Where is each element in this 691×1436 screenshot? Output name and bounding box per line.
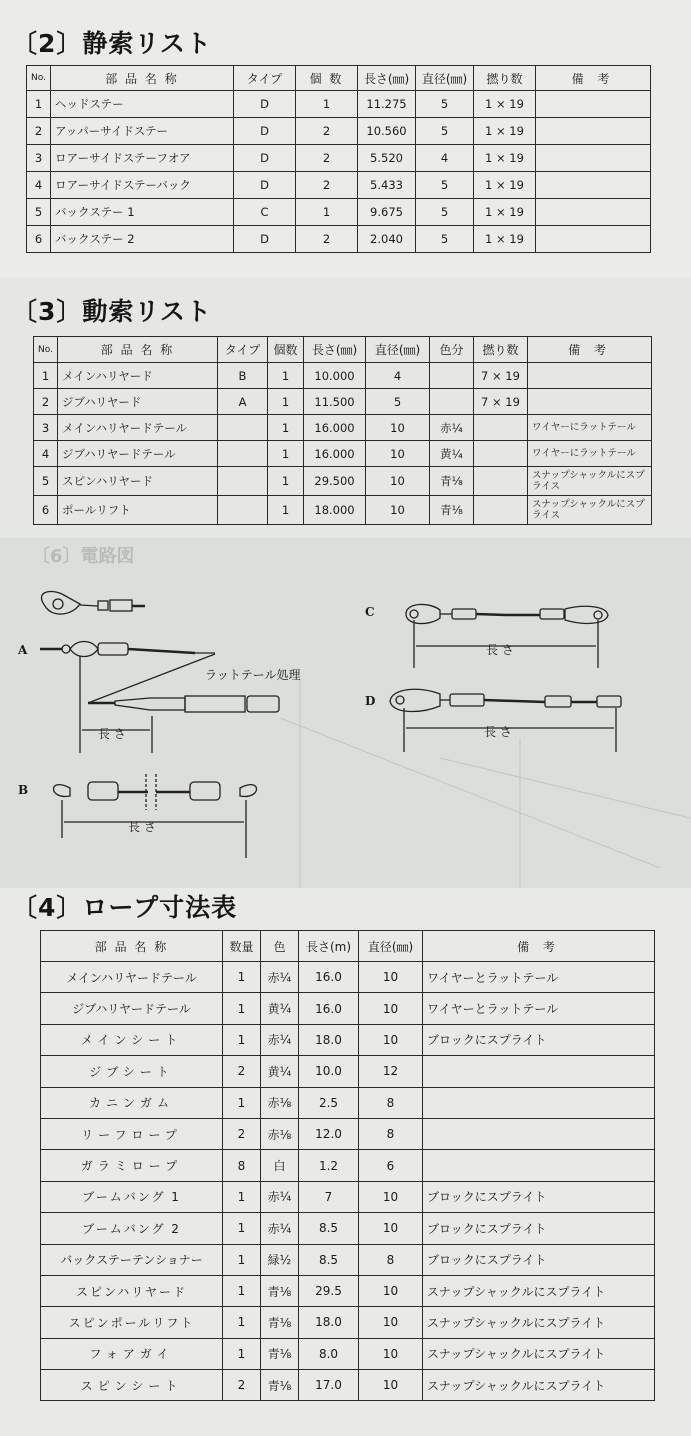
length-label-a: 長 さ: [98, 727, 126, 741]
length: 18.0: [299, 1024, 359, 1055]
length: 17.0: [299, 1370, 359, 1401]
part-name: リーフロープ: [41, 1118, 223, 1149]
color-code: 青⅛: [261, 1338, 299, 1369]
column-header: 備 考: [536, 66, 651, 91]
color-code: 赤¼: [261, 1024, 299, 1055]
table-row: [41, 1024, 655, 1055]
note: スナップシャックルにスプライト: [423, 1307, 655, 1338]
type: D: [234, 91, 296, 118]
color-code: 青⅛: [261, 1370, 299, 1401]
length: 10.000: [304, 363, 366, 389]
rope-dimension-table: [40, 930, 655, 1401]
part-name: スピンハリヤード: [41, 1275, 223, 1306]
quantity: 1: [223, 1213, 261, 1244]
row-number: 1: [27, 91, 51, 118]
diameter: 8: [359, 1087, 423, 1118]
column-header: 長さ(㎜): [304, 337, 366, 363]
length: 8.5: [299, 1213, 359, 1244]
diameter: 5: [416, 91, 474, 118]
length: 2.5: [299, 1087, 359, 1118]
length: 1.2: [299, 1150, 359, 1181]
lay: [474, 496, 528, 525]
type: [218, 496, 268, 525]
color-code: 黄¼: [261, 1056, 299, 1087]
diameter: 10: [366, 441, 430, 467]
length: 8.5: [299, 1244, 359, 1275]
length: 16.000: [304, 441, 366, 467]
rattail-label: ラットテール処理: [205, 668, 301, 682]
diameter: 10: [359, 1024, 423, 1055]
length: 18.000: [304, 496, 366, 525]
note: ブロックにスプライト: [423, 1244, 655, 1275]
label-d: D: [365, 694, 376, 708]
diameter: 10: [359, 1370, 423, 1401]
table-row: [41, 1150, 655, 1181]
table-row: [41, 1338, 655, 1369]
table-row: [27, 226, 651, 253]
note: ワイヤーにラットテール: [528, 415, 652, 441]
label-b: B: [18, 783, 29, 797]
length: 16.0: [299, 993, 359, 1024]
column-header: 直径(㎜): [366, 337, 430, 363]
color-code: 赤¼: [430, 415, 474, 441]
note: スナップシャックルにスプライト: [423, 1370, 655, 1401]
color-code: 黄¼: [430, 441, 474, 467]
part-name: バックステー 1: [51, 199, 234, 226]
note: ワイヤーとラットテール: [423, 962, 655, 993]
lay: 1 × 19: [474, 145, 536, 172]
column-header: No.: [27, 66, 51, 91]
lay: [474, 415, 528, 441]
table-row: [27, 199, 651, 226]
diameter: 5: [416, 199, 474, 226]
rope-dimension-title: 〔4〕ロープ寸法表: [12, 893, 238, 922]
color-code: 青⅛: [430, 496, 474, 525]
row-number: 1: [34, 363, 58, 389]
length: 16.0: [299, 962, 359, 993]
column-header: 直径(㎜): [416, 66, 474, 91]
diameter: 12: [359, 1056, 423, 1087]
column-header: タイプ: [218, 337, 268, 363]
type: D: [234, 118, 296, 145]
length: 18.0: [299, 1307, 359, 1338]
diameter: 5: [416, 226, 474, 253]
quantity: 2: [223, 1370, 261, 1401]
column-header: 色: [261, 931, 299, 962]
type-c-figure: [406, 604, 608, 668]
table-row: [41, 1275, 655, 1306]
quantity: 1: [223, 993, 261, 1024]
lay: 1 × 19: [474, 91, 536, 118]
type: [218, 441, 268, 467]
part-name: スピンハリヤード: [58, 467, 218, 496]
faded-heading: 〔6〕電路図: [32, 546, 135, 567]
note: [536, 172, 651, 199]
part-name: ブームバング 2: [41, 1213, 223, 1244]
static-rigging-title: 〔2〕静索リスト: [12, 29, 212, 58]
note: [423, 1087, 655, 1118]
diameter: 10: [359, 1181, 423, 1212]
table-row: [34, 415, 652, 441]
type: D: [234, 226, 296, 253]
table-row: [41, 1370, 655, 1401]
diameter: 10: [359, 993, 423, 1024]
row-number: 2: [27, 118, 51, 145]
column-header: 部 品 名 称: [58, 337, 218, 363]
part-name: ジブハリヤードテール: [41, 993, 223, 1024]
part-name: ロアーサイドステーバック: [51, 172, 234, 199]
table-row: [41, 1118, 655, 1149]
note: スナップシャックルにスプライス: [528, 467, 652, 496]
row-number: 3: [34, 415, 58, 441]
color-code: 青⅛: [261, 1275, 299, 1306]
type: D: [234, 172, 296, 199]
color-code: 緑½: [261, 1244, 299, 1275]
quantity: 1: [223, 1024, 261, 1055]
row-number: 6: [34, 496, 58, 525]
quantity: 1: [223, 1307, 261, 1338]
note: ワイヤーにラットテール: [528, 441, 652, 467]
diameter: 10: [359, 1213, 423, 1244]
lay: [474, 441, 528, 467]
column-header: 部 品 名 称: [51, 66, 234, 91]
part-name: メインシート: [41, 1024, 223, 1055]
quantity: 1: [268, 441, 304, 467]
quantity: 1: [268, 415, 304, 441]
type: D: [234, 145, 296, 172]
quantity: 2: [223, 1056, 261, 1087]
note: [423, 1118, 655, 1149]
quantity: 2: [223, 1118, 261, 1149]
diameter: 5: [366, 389, 430, 415]
quantity: 1: [296, 91, 358, 118]
length: 8.0: [299, 1338, 359, 1369]
label-c: C: [365, 605, 375, 619]
part-name: ジブハリヤードテール: [58, 441, 218, 467]
diameter: 6: [359, 1150, 423, 1181]
diameter: 4: [416, 145, 474, 172]
length: 11.500: [304, 389, 366, 415]
column-header: 備 考: [528, 337, 652, 363]
table-row: [34, 496, 652, 525]
table-row: [41, 1244, 655, 1275]
diameter: 10: [366, 496, 430, 525]
part-name: スピンシート: [41, 1370, 223, 1401]
type: [218, 415, 268, 441]
diameter: 10: [366, 467, 430, 496]
length: 12.0: [299, 1118, 359, 1149]
column-header: タイプ: [234, 66, 296, 91]
table-row: [34, 363, 652, 389]
label-a: A: [18, 643, 28, 657]
length: 5.433: [358, 172, 416, 199]
quantity: 1: [268, 389, 304, 415]
color-code: [430, 363, 474, 389]
diameter: 5: [416, 172, 474, 199]
color-code: 赤⅛: [261, 1087, 299, 1118]
length: 9.675: [358, 199, 416, 226]
table-row: [41, 962, 655, 993]
part-name: ジブハリヤード: [58, 389, 218, 415]
note: [423, 1056, 655, 1087]
table-row: [41, 1213, 655, 1244]
part-name: ブームバング 1: [41, 1181, 223, 1212]
row-number: 4: [27, 172, 51, 199]
quantity: 2: [296, 118, 358, 145]
note: ワイヤーとラットテール: [423, 993, 655, 1024]
column-header: 色分: [430, 337, 474, 363]
quantity: 1: [223, 1087, 261, 1118]
row-number: 5: [27, 199, 51, 226]
length: 5.520: [358, 145, 416, 172]
part-name: アッパーサイドステー: [51, 118, 234, 145]
color-code: 赤¼: [261, 1181, 299, 1212]
note: [423, 1150, 655, 1181]
diameter: 10: [359, 1338, 423, 1369]
part-name: ジブシート: [41, 1056, 223, 1087]
table-row: [34, 467, 652, 496]
length: 29.500: [304, 467, 366, 496]
type: C: [234, 199, 296, 226]
part-name: フォアガイ: [41, 1338, 223, 1369]
length: 16.000: [304, 415, 366, 441]
quantity: 1: [268, 363, 304, 389]
running-rigging-table: [33, 336, 652, 525]
type: A: [218, 389, 268, 415]
diameter: 10: [359, 1275, 423, 1306]
table-row: [41, 1307, 655, 1338]
row-number: 6: [27, 226, 51, 253]
length: 2.040: [358, 226, 416, 253]
table-row: [41, 1056, 655, 1087]
quantity: 1: [223, 1275, 261, 1306]
color-code: 黄¼: [261, 993, 299, 1024]
row-number: 4: [34, 441, 58, 467]
column-header: 長さ(m): [299, 931, 359, 962]
table-row: [41, 1087, 655, 1118]
table-row: [34, 441, 652, 467]
part-name: ガラミロープ: [41, 1150, 223, 1181]
part-name: ポールリフト: [58, 496, 218, 525]
static-rigging-table: [26, 65, 651, 253]
table-row: [27, 145, 651, 172]
wire-end-diagram: [0, 538, 691, 888]
column-header: 部 品 名 称: [41, 931, 223, 962]
length-label-c: 長 さ: [486, 643, 514, 657]
part-name: ヘッドステー: [51, 91, 234, 118]
part-name: バックステー 2: [51, 226, 234, 253]
color-code: 青⅛: [261, 1307, 299, 1338]
length-label-d: 長 さ: [484, 725, 512, 739]
shackle-fitting-figure: [41, 591, 145, 614]
note: スナップシャックルにスプライト: [423, 1338, 655, 1369]
color-code: [430, 389, 474, 415]
column-header: 直径(㎜): [359, 931, 423, 962]
lay: 1 × 19: [474, 118, 536, 145]
column-header: 数量: [223, 931, 261, 962]
table-header-row: [27, 66, 651, 91]
faint-background-lines: [280, 678, 690, 888]
quantity: 2: [296, 226, 358, 253]
column-header: 備 考: [423, 931, 655, 962]
note: スナップシャックルにスプライト: [423, 1275, 655, 1306]
note: [528, 363, 652, 389]
part-name: メインハリヤード: [58, 363, 218, 389]
table-header-row: [41, 931, 655, 962]
note: [528, 389, 652, 415]
row-number: 5: [34, 467, 58, 496]
column-header: 個数: [268, 337, 304, 363]
diameter: 10: [359, 1307, 423, 1338]
color-code: 青⅛: [430, 467, 474, 496]
lay: 1 × 19: [474, 226, 536, 253]
lay: 1 × 19: [474, 199, 536, 226]
column-header: 撚り数: [474, 337, 528, 363]
note: ブロックにスプライト: [423, 1181, 655, 1212]
length-label-b: 長 さ: [128, 820, 156, 834]
column-header: 長さ(㎜): [358, 66, 416, 91]
color-code: 赤¼: [261, 962, 299, 993]
diameter: 10: [366, 415, 430, 441]
quantity: 1: [223, 1338, 261, 1369]
quantity: 2: [296, 172, 358, 199]
quantity: 1: [296, 199, 358, 226]
length: 10.560: [358, 118, 416, 145]
note: [536, 145, 651, 172]
part-name: カニンガム: [41, 1087, 223, 1118]
lay: 7 × 19: [474, 389, 528, 415]
table-row: [34, 389, 652, 415]
type-d-figure: [390, 689, 621, 752]
part-name: メインハリヤードテール: [58, 415, 218, 441]
table-row: [41, 1181, 655, 1212]
length: 7: [299, 1181, 359, 1212]
table-row: [27, 118, 651, 145]
part-name: バックステーテンショナー: [41, 1244, 223, 1275]
column-header: 個 数: [296, 66, 358, 91]
note: ブロックにスプライト: [423, 1024, 655, 1055]
part-name: メインハリヤードテール: [41, 962, 223, 993]
note: ブロックにスプライト: [423, 1213, 655, 1244]
quantity: 1: [223, 1181, 261, 1212]
diameter: 4: [366, 363, 430, 389]
note: [536, 226, 651, 253]
diameter: 10: [359, 962, 423, 993]
quantity: 1: [223, 1244, 261, 1275]
running-rigging-title: 〔3〕動索リスト: [12, 297, 212, 326]
row-number: 3: [27, 145, 51, 172]
note: [536, 91, 651, 118]
part-name: ロアーサイドステーフオア: [51, 145, 234, 172]
note: スナップシャックルにスプライス: [528, 496, 652, 525]
length: 29.5: [299, 1275, 359, 1306]
type-b-figure: [54, 774, 257, 858]
quantity: 1: [223, 962, 261, 993]
column-header: No.: [34, 337, 58, 363]
note: [536, 118, 651, 145]
quantity: 8: [223, 1150, 261, 1181]
lay: 1 × 19: [474, 172, 536, 199]
color-code: 白: [261, 1150, 299, 1181]
lay: 7 × 19: [474, 363, 528, 389]
lay: [474, 467, 528, 496]
type-a-figure: [40, 641, 279, 753]
quantity: 1: [268, 496, 304, 525]
note: [536, 199, 651, 226]
color-code: 赤⅛: [261, 1118, 299, 1149]
table-row: [41, 993, 655, 1024]
row-number: 2: [34, 389, 58, 415]
type: [218, 467, 268, 496]
length: 10.0: [299, 1056, 359, 1087]
type: B: [218, 363, 268, 389]
quantity: 1: [268, 467, 304, 496]
length: 11.275: [358, 91, 416, 118]
diameter: 8: [359, 1118, 423, 1149]
quantity: 2: [296, 145, 358, 172]
table-header-row: [34, 337, 652, 363]
diameter: 5: [416, 118, 474, 145]
color-code: 赤¼: [261, 1213, 299, 1244]
table-row: [27, 91, 651, 118]
part-name: スピンポールリフト: [41, 1307, 223, 1338]
table-row: [27, 172, 651, 199]
diameter: 8: [359, 1244, 423, 1275]
column-header: 撚り数: [474, 66, 536, 91]
